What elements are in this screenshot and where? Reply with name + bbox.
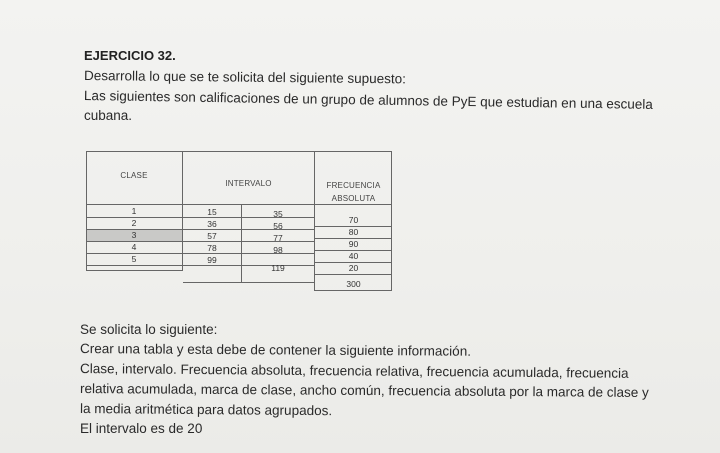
frequency-cell: 70 xyxy=(348,215,359,225)
lower-limit-cell: 15 xyxy=(207,207,217,217)
frequency-cell: 40 xyxy=(348,251,359,261)
grades-table xyxy=(86,151,392,293)
exercise-title: EJERCICIO 32. xyxy=(84,48,176,63)
clase-cell: 4 xyxy=(131,242,137,252)
clase-cell: 1 xyxy=(131,206,137,216)
request-line: relativa acumulada, marca de clase, ancho común, frecuencia absoluta por la marca de clase y xyxy=(79,381,649,400)
header-frecuencia: FRECUENCIA xyxy=(326,181,381,190)
clase-cell: 3 xyxy=(131,230,137,240)
header-intervalo: INTERVALO xyxy=(225,179,272,188)
upper-limit-cell: 56 xyxy=(273,221,283,231)
upper-limit-cell: 119 xyxy=(271,263,285,273)
header-absoluta: ABSOLUTA xyxy=(331,194,376,203)
upper-limit-cell: 98 xyxy=(273,245,283,255)
lower-limit-cell: 78 xyxy=(207,243,217,253)
description-line: Las siguientes son calificaciones de un grupo de alumnos de PyE que estudian en una escuela xyxy=(83,88,653,112)
request-intro: Se solicita lo siguiente: xyxy=(80,322,218,337)
instruction-line: Desarrolla lo que se te solicita del siguiente supuesto: xyxy=(83,68,406,87)
frequency-cell: 20 xyxy=(348,263,359,273)
request-line: la media aritmética para datos agrupados. xyxy=(79,401,333,419)
clase-cell: 5 xyxy=(131,254,137,264)
lower-limit-cell: 57 xyxy=(207,231,217,241)
request-line: Clase, intervalo. Frecuencia absoluta, frecuencia relativa, frecuencia acumulada, frecuencia xyxy=(79,361,629,381)
request-line: Crear una tabla y esta debe de contener la siguiente información. xyxy=(79,341,472,359)
upper-limit-cell: 77 xyxy=(273,233,283,243)
frequency-cell: 90 xyxy=(348,239,359,249)
lower-limit-cell: 99 xyxy=(207,255,217,265)
frequency-cell: 80 xyxy=(348,227,359,237)
header-clase: CLASE xyxy=(120,171,148,180)
upper-limit-cell: 35 xyxy=(273,209,283,219)
interval-note: El intervalo es de 20 xyxy=(80,421,203,436)
description-line-continued: cubana. xyxy=(84,108,133,123)
lower-limit-cell: 36 xyxy=(207,219,217,229)
frequency-total-cell: 300 xyxy=(346,279,361,289)
clase-cell: 2 xyxy=(131,218,137,228)
